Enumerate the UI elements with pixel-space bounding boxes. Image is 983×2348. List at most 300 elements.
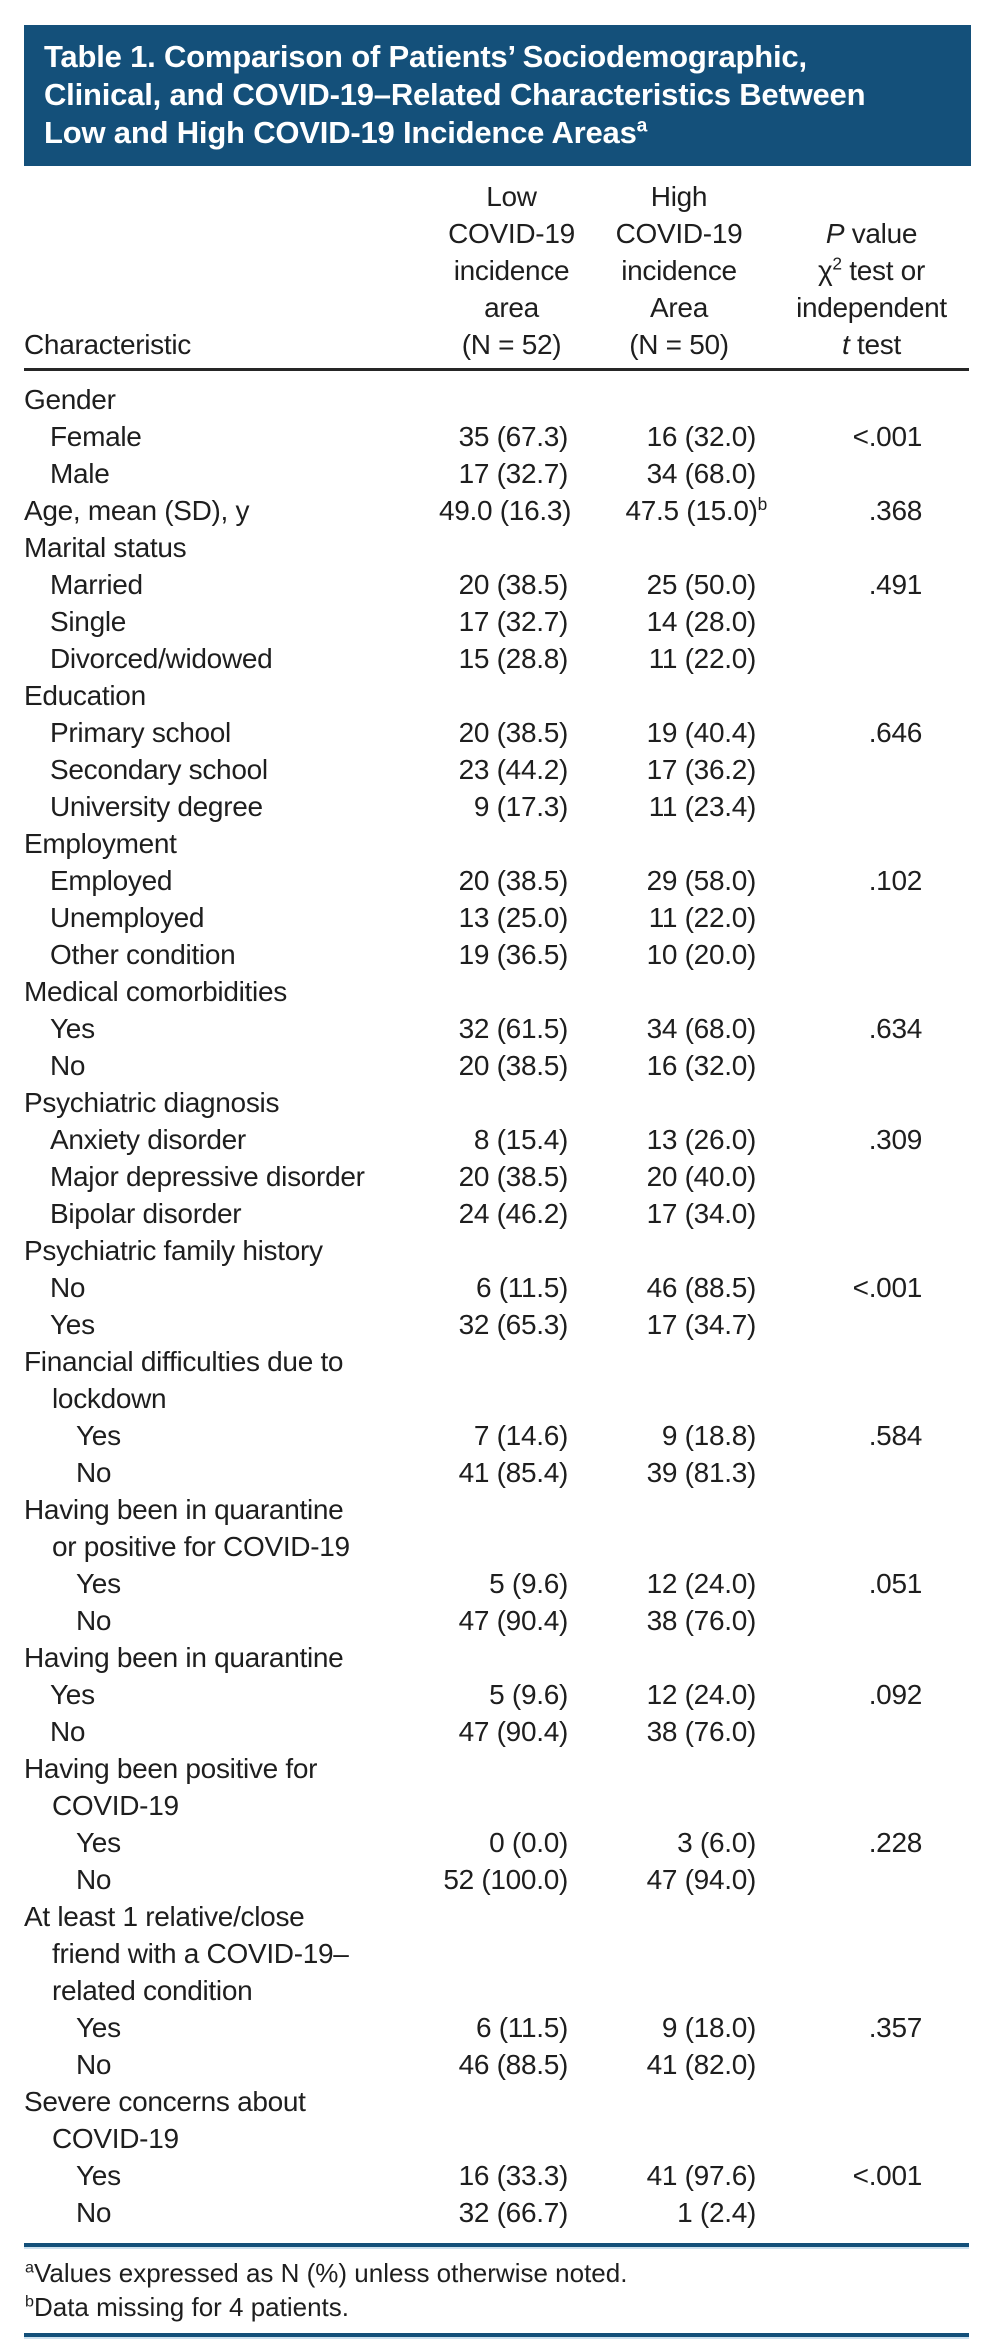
- characteristic-cell: [24, 418, 439, 455]
- p-value-cell: .357: [868, 2012, 922, 2043]
- high-value-cell: 20 (40.0): [646, 1161, 756, 1192]
- characteristic-cell: [24, 1010, 439, 1047]
- high-value-cell: 11 (23.4): [648, 791, 756, 822]
- table-title-line-1: Table 1. Comparison of Patients’ Sociodemographic,: [44, 39, 807, 74]
- low-value-cell: 17 (32.7): [458, 606, 568, 637]
- characteristic-label: Financial difficulties due to: [24, 1346, 344, 1377]
- table-row: [24, 1269, 969, 1306]
- table-row: [24, 1158, 969, 1195]
- table-header-row: [24, 178, 969, 363]
- high-value-cell: [584, 1232, 774, 1269]
- high-value-cell: 10 (20.0): [646, 939, 756, 970]
- p-value-cell: .584: [868, 1420, 922, 1451]
- characteristic-cell: [24, 455, 439, 492]
- characteristic-label: Primary school: [50, 717, 231, 748]
- footnote-b-marker: b: [25, 2292, 34, 2311]
- high-value-cell: 12 (24.0): [646, 1568, 756, 1599]
- high-value-cell: 11 (22.0): [648, 643, 756, 674]
- t-italic: t: [842, 329, 850, 360]
- table-title-bar: [24, 25, 971, 166]
- high-value-cell: 17 (34.7): [646, 1309, 756, 1340]
- low-value-cell: 47 (90.4): [458, 1605, 568, 1636]
- table-row: [24, 862, 969, 899]
- p-value-cell: .368: [868, 495, 922, 526]
- table-row: [24, 1047, 969, 1084]
- characteristic-cell: [24, 1195, 439, 1232]
- characteristic-label: At least 1 relative/close: [24, 1901, 305, 1932]
- characteristic-label: Education: [24, 680, 146, 711]
- p-value-cell: .092: [868, 1679, 922, 1710]
- table-row: [24, 1824, 969, 1861]
- high-value-cell: 46 (88.5): [646, 1272, 756, 1303]
- low-value-cell: 15 (28.8): [458, 643, 568, 674]
- characteristic-label: Secondary school: [50, 754, 268, 785]
- p-value-cell: [774, 1158, 969, 1195]
- footnote-a: [25, 2256, 969, 2290]
- characteristic-label-continuation: related condition: [52, 1975, 253, 2006]
- low-header-line: Low: [486, 181, 537, 212]
- low-value-cell: 16 (33.3): [458, 2160, 568, 2191]
- p-value-cell: <.001: [852, 1272, 922, 1303]
- p-value-cell: .491: [868, 569, 922, 600]
- p-value-cell: [774, 973, 969, 1010]
- low-value-cell: 32 (61.5): [458, 1013, 568, 1044]
- high-value-cell: [584, 2083, 774, 2157]
- low-value-cell: [439, 677, 584, 714]
- high-header-line: COVID-19: [615, 218, 743, 249]
- characteristic-cell: [24, 788, 439, 825]
- characteristic-cell: [24, 603, 439, 640]
- p-value-cell: [774, 381, 969, 418]
- characteristic-label: Employment: [24, 828, 177, 859]
- characteristic-cell: [24, 1417, 439, 1454]
- low-value-cell: 17 (32.7): [458, 458, 568, 489]
- table-row: [24, 492, 969, 529]
- table-row: [24, 788, 969, 825]
- characteristic-cell: [24, 529, 439, 566]
- p-value-cell: [774, 1713, 969, 1750]
- characteristic-cell: [24, 566, 439, 603]
- characteristic-label: No: [50, 1272, 86, 1303]
- p-value-cell: [774, 640, 969, 677]
- low-header-line: area: [484, 292, 539, 323]
- high-value-cell: [584, 677, 774, 714]
- characteristic-cell: [24, 2046, 439, 2083]
- table-content: [24, 178, 969, 2339]
- low-value-cell: 47 (90.4): [458, 1716, 568, 1747]
- t-test-header-line: t test: [842, 329, 901, 360]
- p-value-cell: .646: [868, 717, 922, 748]
- characteristic-label: Marital status: [24, 532, 187, 563]
- table-row: [24, 936, 969, 973]
- characteristic-cell: [24, 1824, 439, 1861]
- p-value-cell: [774, 1232, 969, 1269]
- characteristic-label-continuation: or positive for COVID-19: [52, 1531, 350, 1562]
- table-row: [24, 603, 969, 640]
- high-value-cell: 12 (24.0): [646, 1679, 756, 1710]
- characteristic-cell: [24, 825, 439, 862]
- high-value-cell: 13 (26.0): [646, 1124, 756, 1155]
- characteristic-cell: [24, 492, 439, 529]
- characteristic-cell: [24, 1306, 439, 1343]
- characteristic-label: Female: [50, 421, 142, 452]
- p-value-cell: [774, 455, 969, 492]
- p-value-cell: .634: [868, 1013, 922, 1044]
- high-value-cell: [584, 381, 774, 418]
- low-value-cell: [439, 825, 584, 862]
- table-row: [24, 1084, 969, 1121]
- table-row: [24, 714, 969, 751]
- low-value-cell: [439, 1639, 584, 1676]
- p-italic: P: [825, 218, 845, 249]
- p-value-cell: [774, 529, 969, 566]
- characteristic-label-continuation: friend with a COVID-19–: [52, 1938, 349, 1969]
- table-row: [24, 1195, 969, 1232]
- characteristic-cell: [24, 1454, 439, 1491]
- p-value-cell: [774, 899, 969, 936]
- table-row: [24, 566, 969, 603]
- low-value-cell: 5 (9.6): [489, 1679, 568, 1710]
- characteristic-cell: [24, 1713, 439, 1750]
- high-value-cell: [584, 1750, 774, 1824]
- high-value-cell: 41 (82.0): [646, 2049, 756, 2080]
- characteristic-label: Severe concerns about: [24, 2086, 306, 2117]
- characteristic-cell: [24, 2194, 439, 2231]
- characteristic-label: Yes: [50, 1309, 95, 1340]
- high-value-cell: [584, 1343, 774, 1417]
- characteristic-label: No: [76, 1457, 112, 1488]
- table-row: [24, 677, 969, 714]
- characteristic-cell: [24, 1565, 439, 1602]
- characteristic-label: Single: [50, 606, 127, 637]
- p-value-cell: <.001: [852, 2160, 922, 2191]
- characteristic-cell: [24, 381, 439, 418]
- missing-data-marker: b: [757, 493, 767, 514]
- low-value-cell: 52 (100.0): [443, 1864, 568, 1895]
- low-value-cell: 9 (17.3): [473, 791, 568, 822]
- low-value-cell: [439, 1232, 584, 1269]
- table-row: [24, 1713, 969, 1750]
- characteristic-label: Age, mean (SD), y: [24, 495, 250, 526]
- characteristic-label: Bipolar disorder: [50, 1198, 242, 1229]
- characteristic-cell: [24, 1602, 439, 1639]
- characteristic-label: Psychiatric diagnosis: [24, 1087, 280, 1118]
- characteristic-label: No: [76, 1864, 112, 1895]
- low-value-cell: 7 (14.6): [473, 1420, 568, 1451]
- table-row: [24, 1750, 969, 1824]
- p-value-cell: [774, 1898, 969, 2009]
- characteristic-label: Yes: [76, 1420, 121, 1451]
- footnote-b: [25, 2290, 969, 2324]
- low-value-cell: 24 (46.2): [458, 1198, 568, 1229]
- high-value-cell: 11 (22.0): [648, 902, 756, 933]
- high-value-cell: 47.5 $(15.0)^b$: [625, 493, 767, 526]
- low-value-cell: 5 (9.6): [489, 1568, 568, 1599]
- characteristic-cell: [24, 1750, 439, 1824]
- low-value-cell: [439, 2083, 584, 2157]
- table-row: [24, 2157, 969, 2194]
- footnote-b-text: Data missing for 4 patients.: [33, 2292, 350, 2322]
- p-value-cell: [774, 1454, 969, 1491]
- column-header-low-incidence: [439, 178, 584, 363]
- characteristic-cell: [24, 2083, 439, 2157]
- p-value-cell: .228: [868, 1827, 922, 1858]
- p-value-cell: [774, 1639, 969, 1676]
- low-value-cell: 8 (15.4): [473, 1124, 568, 1155]
- high-value-cell: [584, 1084, 774, 1121]
- column-header-p-value: [774, 215, 969, 363]
- high-value-cell: 25 (50.0): [646, 569, 756, 600]
- characteristic-label-continuation: COVID-19: [52, 1790, 179, 1821]
- characteristic-cell: [24, 899, 439, 936]
- high-header-line: Area: [650, 292, 708, 323]
- characteristic-cell: [24, 1343, 439, 1417]
- low-header-line: (N = 52): [461, 329, 562, 360]
- low-value-cell: 41 (85.4): [458, 1457, 568, 1488]
- characteristic-label: Yes: [50, 1679, 95, 1710]
- characteristic-cell: [24, 677, 439, 714]
- p-value-cell: [774, 1195, 969, 1232]
- high-header-line: (N = 50): [629, 329, 729, 360]
- chi-square-exponent: 2: [832, 253, 842, 274]
- low-value-cell: 20 (38.5): [458, 865, 568, 896]
- characteristic-label: No: [50, 1050, 86, 1081]
- table-row: [24, 1602, 969, 1639]
- table-row: [24, 1491, 969, 1565]
- table-row: [24, 1417, 969, 1454]
- p-value-cell: [774, 1084, 969, 1121]
- low-value-cell: 0 (0.0): [489, 1827, 568, 1858]
- low-value-cell: 6 (11.5): [475, 1272, 568, 1303]
- characteristic-cell: [24, 862, 439, 899]
- high-value-cell: 16 (32.0): [646, 421, 756, 452]
- p-value-cell: [774, 788, 969, 825]
- characteristic-label: No: [76, 1605, 112, 1636]
- p-value-cell: .051: [868, 1568, 922, 1599]
- p-value-cell: [774, 1491, 969, 1565]
- characteristic-label: Having been in quarantine: [24, 1494, 344, 1525]
- low-value-cell: [439, 973, 584, 1010]
- footnote-a-marker: a: [25, 2258, 34, 2277]
- low-value-cell: [439, 1491, 584, 1565]
- high-value-cell: 38 (76.0): [646, 1716, 756, 1747]
- characteristic-cell: [24, 1639, 439, 1676]
- table-body: [24, 381, 969, 2231]
- characteristic-label: Yes: [76, 1827, 121, 1858]
- high-value-cell: [584, 973, 774, 1010]
- characteristic-cell: [24, 1491, 439, 1565]
- characteristic-label: No: [50, 1716, 86, 1747]
- low-value-cell: 20 (38.5): [458, 717, 568, 748]
- low-value-cell: 13 (25.0): [458, 902, 568, 933]
- table-row: [24, 2083, 969, 2157]
- characteristic-cell: [24, 751, 439, 788]
- table-row: [24, 455, 969, 492]
- p-value-cell: <.001: [852, 421, 922, 452]
- low-value-cell: 32 (65.3): [458, 1309, 568, 1340]
- characteristic-label: Divorced/widowed: [50, 643, 273, 674]
- low-value-cell: 20 (38.5): [458, 1050, 568, 1081]
- table-title-line-3: [44, 114, 951, 152]
- high-header-line: High: [650, 181, 708, 212]
- low-value-cell: 23 (44.2): [458, 754, 568, 785]
- high-value-cell: [584, 1898, 774, 2009]
- column-header-high-incidence: [584, 178, 774, 363]
- characteristic-label: Other condition: [50, 939, 236, 970]
- p-value-cell: [774, 1306, 969, 1343]
- characteristic-cell: [24, 1676, 439, 1713]
- characteristic-label: Having been positive for: [24, 1753, 318, 1784]
- footnote-a-text: Values expressed as N (%) unless otherwise noted.: [33, 2258, 628, 2288]
- low-value-cell: [439, 381, 584, 418]
- high-value-cell: 9 (18.0): [661, 2012, 756, 2043]
- low-value-cell: [439, 1898, 584, 2009]
- characteristic-label: Employed: [50, 865, 173, 896]
- characteristic-label: Anxiety disorder: [50, 1124, 246, 1155]
- characteristic-cell: [24, 714, 439, 751]
- high-value-cell: 16 (32.0): [646, 1050, 756, 1081]
- characteristic-label: No: [76, 2197, 112, 2228]
- p-value-cell: [774, 2194, 969, 2231]
- characteristic-cell: [24, 973, 439, 1010]
- p-value-cell: .309: [868, 1124, 922, 1155]
- characteristic-cell: [24, 1269, 439, 1306]
- low-value-cell: [439, 1750, 584, 1824]
- characteristic-cell: [24, 1121, 439, 1158]
- header-rule: [24, 368, 969, 371]
- p-value-cell: [774, 2046, 969, 2083]
- p-value-cell: [774, 1750, 969, 1824]
- table-row: [24, 381, 969, 418]
- characteristic-label-continuation: lockdown: [52, 1383, 167, 1414]
- table-row: [24, 1306, 969, 1343]
- characteristic-label: Having been in quarantine: [24, 1642, 344, 1673]
- high-value-cell: [584, 1491, 774, 1565]
- high-value-cell: 34 (68.0): [646, 458, 756, 489]
- low-value-cell: [439, 529, 584, 566]
- characteristic-label: University degree: [50, 791, 263, 822]
- p-value-cell: [774, 1602, 969, 1639]
- characteristic-cell: [24, 1898, 439, 2009]
- low-value-cell: 35 (67.3): [458, 421, 568, 452]
- table-row: [24, 2009, 969, 2046]
- table-row: [24, 1676, 969, 1713]
- table-row: [24, 1861, 969, 1898]
- low-header-line: COVID-19: [448, 218, 575, 249]
- p-value-cell: [774, 2083, 969, 2157]
- characteristic-label: Male: [50, 458, 110, 489]
- characteristic-cell: [24, 640, 439, 677]
- high-value-cell: 34 (68.0): [646, 1013, 756, 1044]
- table-row: [24, 825, 969, 862]
- characteristic-label: Psychiatric family history: [24, 1235, 323, 1266]
- table-row: [24, 2194, 969, 2231]
- p-value-cell: [774, 825, 969, 862]
- table-footnotes: [24, 2249, 969, 2333]
- table-title-text: Low and High COVID-19 Incidence Areas: [44, 115, 637, 150]
- chi-square-header-line: $\chi^2$ test or: [818, 253, 925, 286]
- table-row: [24, 418, 969, 455]
- table-row: [24, 1639, 969, 1676]
- characteristic-cell: [24, 1047, 439, 1084]
- characteristic-label: Major depressive disorder: [50, 1161, 365, 1192]
- p-value-cell: .102: [868, 865, 922, 896]
- characteristic-label: Yes: [50, 1013, 95, 1044]
- independent-header-line: independent: [796, 292, 947, 323]
- p-value-cell: [774, 936, 969, 973]
- low-header-line: incidence: [453, 255, 570, 286]
- p-value-cell: [774, 1047, 969, 1084]
- high-value-cell: 3 (6.0): [677, 1827, 756, 1858]
- characteristic-cell: [24, 1232, 439, 1269]
- p-value-cell: [774, 677, 969, 714]
- low-value-cell: 49.0 (16.3): [439, 495, 572, 526]
- characteristic-cell: [24, 1861, 439, 1898]
- table-title-line-2: Clinical, and COVID-19–Related Characteristics Between: [44, 77, 866, 112]
- high-value-cell: 1 (2.4): [677, 2197, 756, 2228]
- high-value-cell: 19 (40.4): [646, 717, 756, 748]
- high-value-cell: 41 (97.6): [646, 2160, 756, 2191]
- high-value-cell: 9 (18.8): [661, 1420, 756, 1451]
- characteristic-label: Yes: [76, 1568, 121, 1599]
- table-row: [24, 1121, 969, 1158]
- characteristic-label: Yes: [76, 2012, 121, 2043]
- characteristic-cell: [24, 2157, 439, 2194]
- footer-rule-bottom: [24, 2333, 969, 2339]
- table-row: [24, 1010, 969, 1047]
- table-row: [24, 1565, 969, 1602]
- table-row: [24, 973, 969, 1010]
- high-value-cell: 17 (36.2): [646, 754, 756, 785]
- table-row: [24, 1343, 969, 1417]
- table-row: [24, 1898, 969, 2009]
- characteristic-label: Married: [50, 569, 143, 600]
- p-value-cell: [774, 603, 969, 640]
- table-row: [24, 1454, 969, 1491]
- characteristic-cell: [24, 936, 439, 973]
- high-value-cell: 29 (58.0): [646, 865, 756, 896]
- column-header-characteristic: Characteristic: [24, 329, 191, 360]
- table-row: [24, 1232, 969, 1269]
- table-row: [24, 529, 969, 566]
- characteristic-label: Yes: [76, 2160, 121, 2191]
- high-header-line: incidence: [621, 255, 737, 286]
- high-value-cell: [584, 529, 774, 566]
- low-value-cell: 46 (88.5): [458, 2049, 568, 2080]
- low-value-cell: 19 (36.5): [458, 939, 568, 970]
- characteristic-cell: [24, 2009, 439, 2046]
- characteristic-cell: [24, 1158, 439, 1195]
- high-value-cell: 39 (81.3): [646, 1457, 756, 1488]
- p-value-cell: [774, 1343, 969, 1417]
- p-value-cell: [774, 751, 969, 788]
- table-row: [24, 899, 969, 936]
- high-value-cell: 17 (34.0): [646, 1198, 756, 1229]
- low-value-cell: [439, 1343, 584, 1417]
- low-value-cell: 20 (38.5): [458, 569, 568, 600]
- high-value-cell: [584, 825, 774, 862]
- table-row: [24, 640, 969, 677]
- p-value-cell: [774, 1861, 969, 1898]
- characteristic-label: Medical comorbidities: [24, 976, 287, 1007]
- high-value-cell: 47 (94.0): [646, 1864, 756, 1895]
- p-value-header-line: P value: [825, 218, 918, 249]
- low-value-cell: [439, 1084, 584, 1121]
- low-value-cell: 32 (66.7): [458, 2197, 568, 2228]
- characteristic-label: Gender: [24, 384, 116, 415]
- characteristic-cell: [24, 1084, 439, 1121]
- high-value-cell: [584, 1639, 774, 1676]
